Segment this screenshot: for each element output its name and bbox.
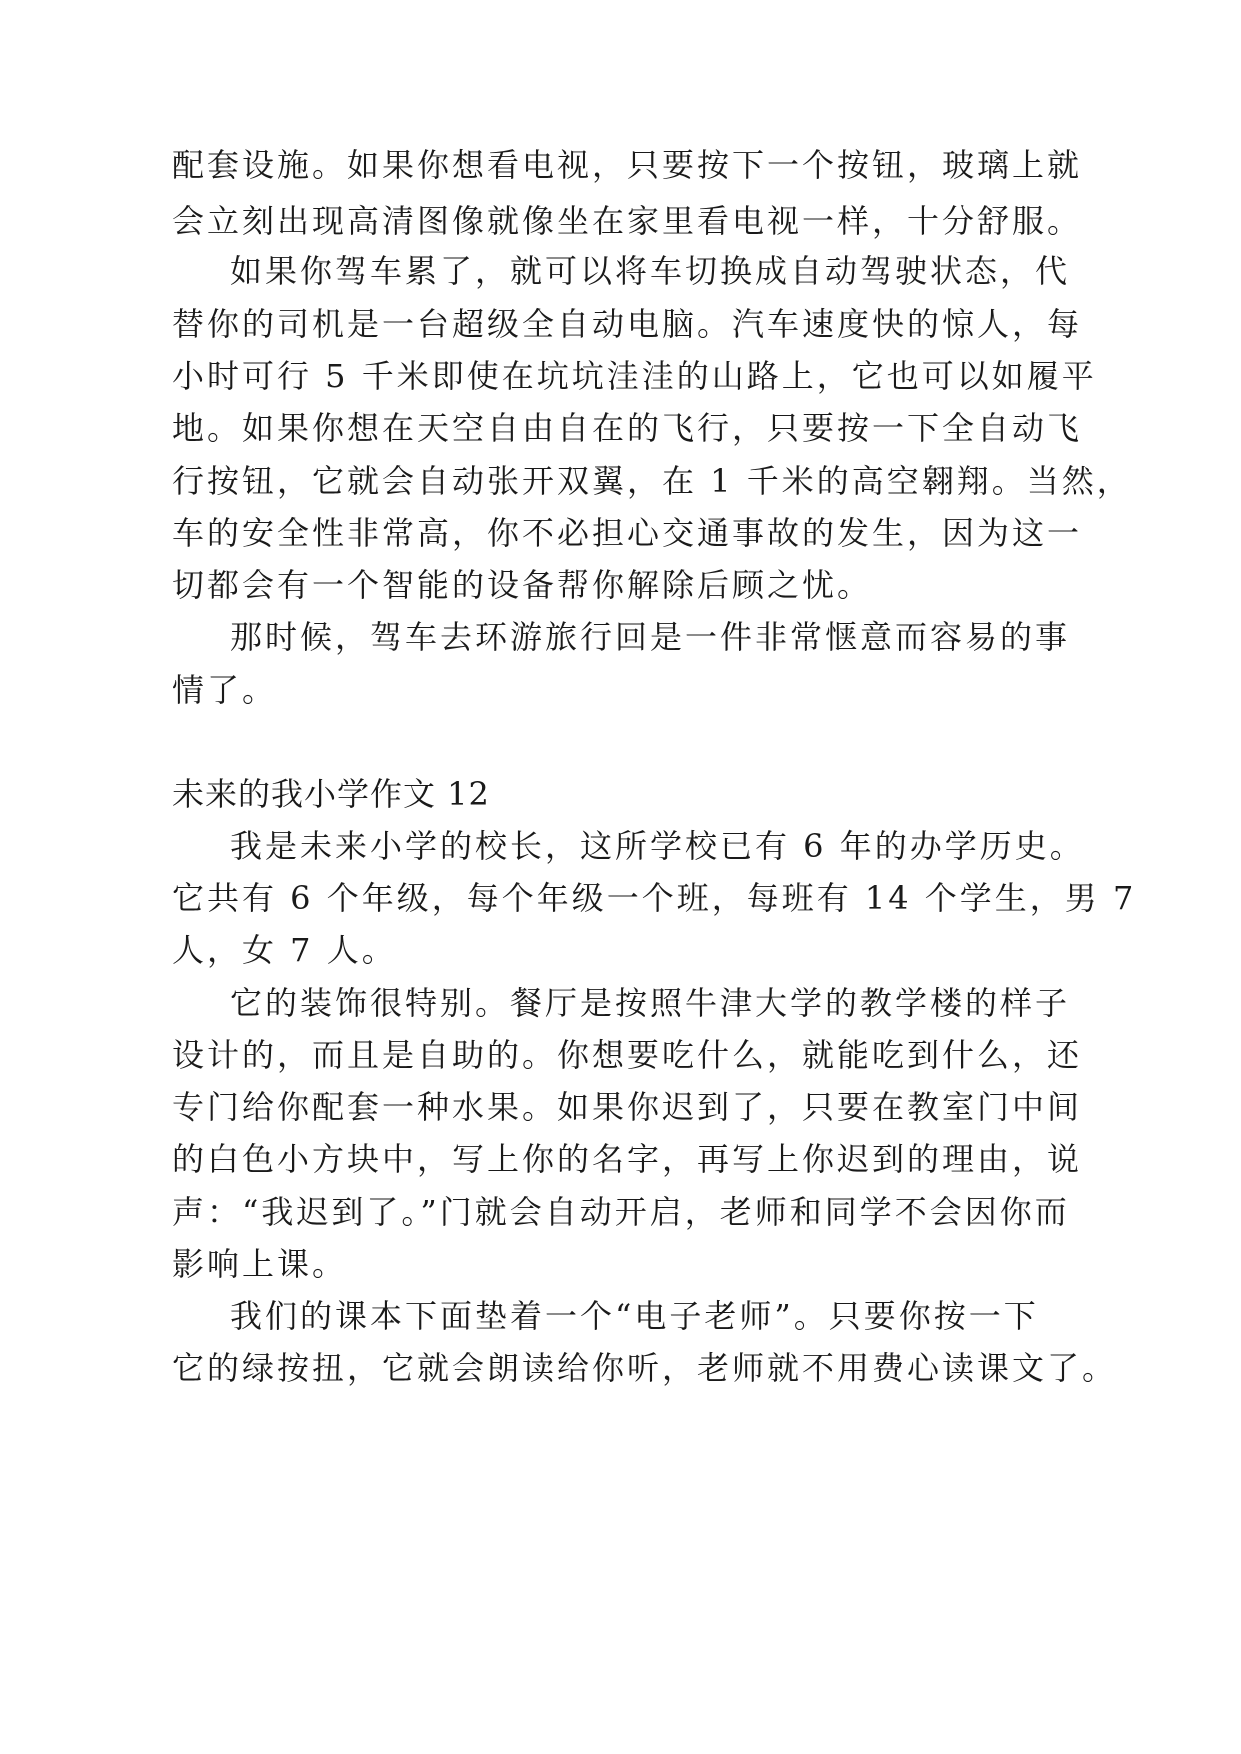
text-line: 它共有 6 个年级，每个年级一个班，每班有 14 个学生，男 7 [172, 879, 1137, 917]
text-line: 专门给你配套一种水果。如果你迟到了，只要在教室门中间 [172, 1088, 1083, 1126]
text-line: 会立刻出现高清图像就像坐在家里看电视一样，十分舒服。 [172, 202, 1083, 240]
text-line: 地。如果你想在天空自由自在的飞行，只要按一下全自动飞 [172, 409, 1083, 447]
text-line: 它的绿按扭，它就会朗读给你听，老师就不用费心读课文了。 [172, 1349, 1118, 1387]
text-line: 切都会有一个智能的设备帮你解除后顾之忧。 [172, 566, 873, 604]
text-line: 影响上课。 [172, 1245, 348, 1283]
text-line: 小时可行 5 千米即使在坑坑洼洼的山路上，它也可以如履平 [172, 357, 1097, 395]
text-line: 替你的司机是一台超级全自动电脑。汽车速度快的惊人，每 [172, 305, 1083, 343]
paragraph-first-line: 它的装饰很特别。餐厅是按照牛津大学的教学楼的样子 [230, 984, 1071, 1022]
paragraph-first-line: 如果你驾车累了，就可以将车切换成自动驾驶状态，代 [230, 252, 1071, 290]
text-line: 配套设施。如果你想看电视，只要按下一个按钮，玻璃上就 [172, 146, 1083, 184]
text-line: 情了。 [172, 671, 278, 709]
text-line: 设计的，而且是自助的。你想要吃什么，就能吃到什么，还 [172, 1036, 1083, 1074]
paragraph-first-line: 那时候，驾车去环游旅行回是一件非常惬意而容易的事 [230, 618, 1071, 656]
section-title: 未来的我小学作文 12 [172, 775, 490, 813]
paragraph-first-line: 我们的课本下面垫着一个“电子老师”。只要你按一下 [230, 1297, 1039, 1335]
paragraph-first-line: 我是未来小学的校长，这所学校已有 6 年的办学历史。 [230, 827, 1085, 865]
text-line: 的白色小方块中，写上你的名字，再写上你迟到的理由，说 [172, 1140, 1083, 1178]
text-line: 人，女 7 人。 [172, 931, 397, 969]
text-line: 车的安全性非常高，你不必担心交通事故的发生，因为这一 [172, 514, 1083, 552]
text-line: 声：“我迟到了。”门就会自动开启，老师和同学不会因你而 [172, 1193, 1070, 1231]
text-line: 行按钮，它就会自动张开双翼，在 1 千米的高空翱翔。当然， [172, 462, 1132, 500]
